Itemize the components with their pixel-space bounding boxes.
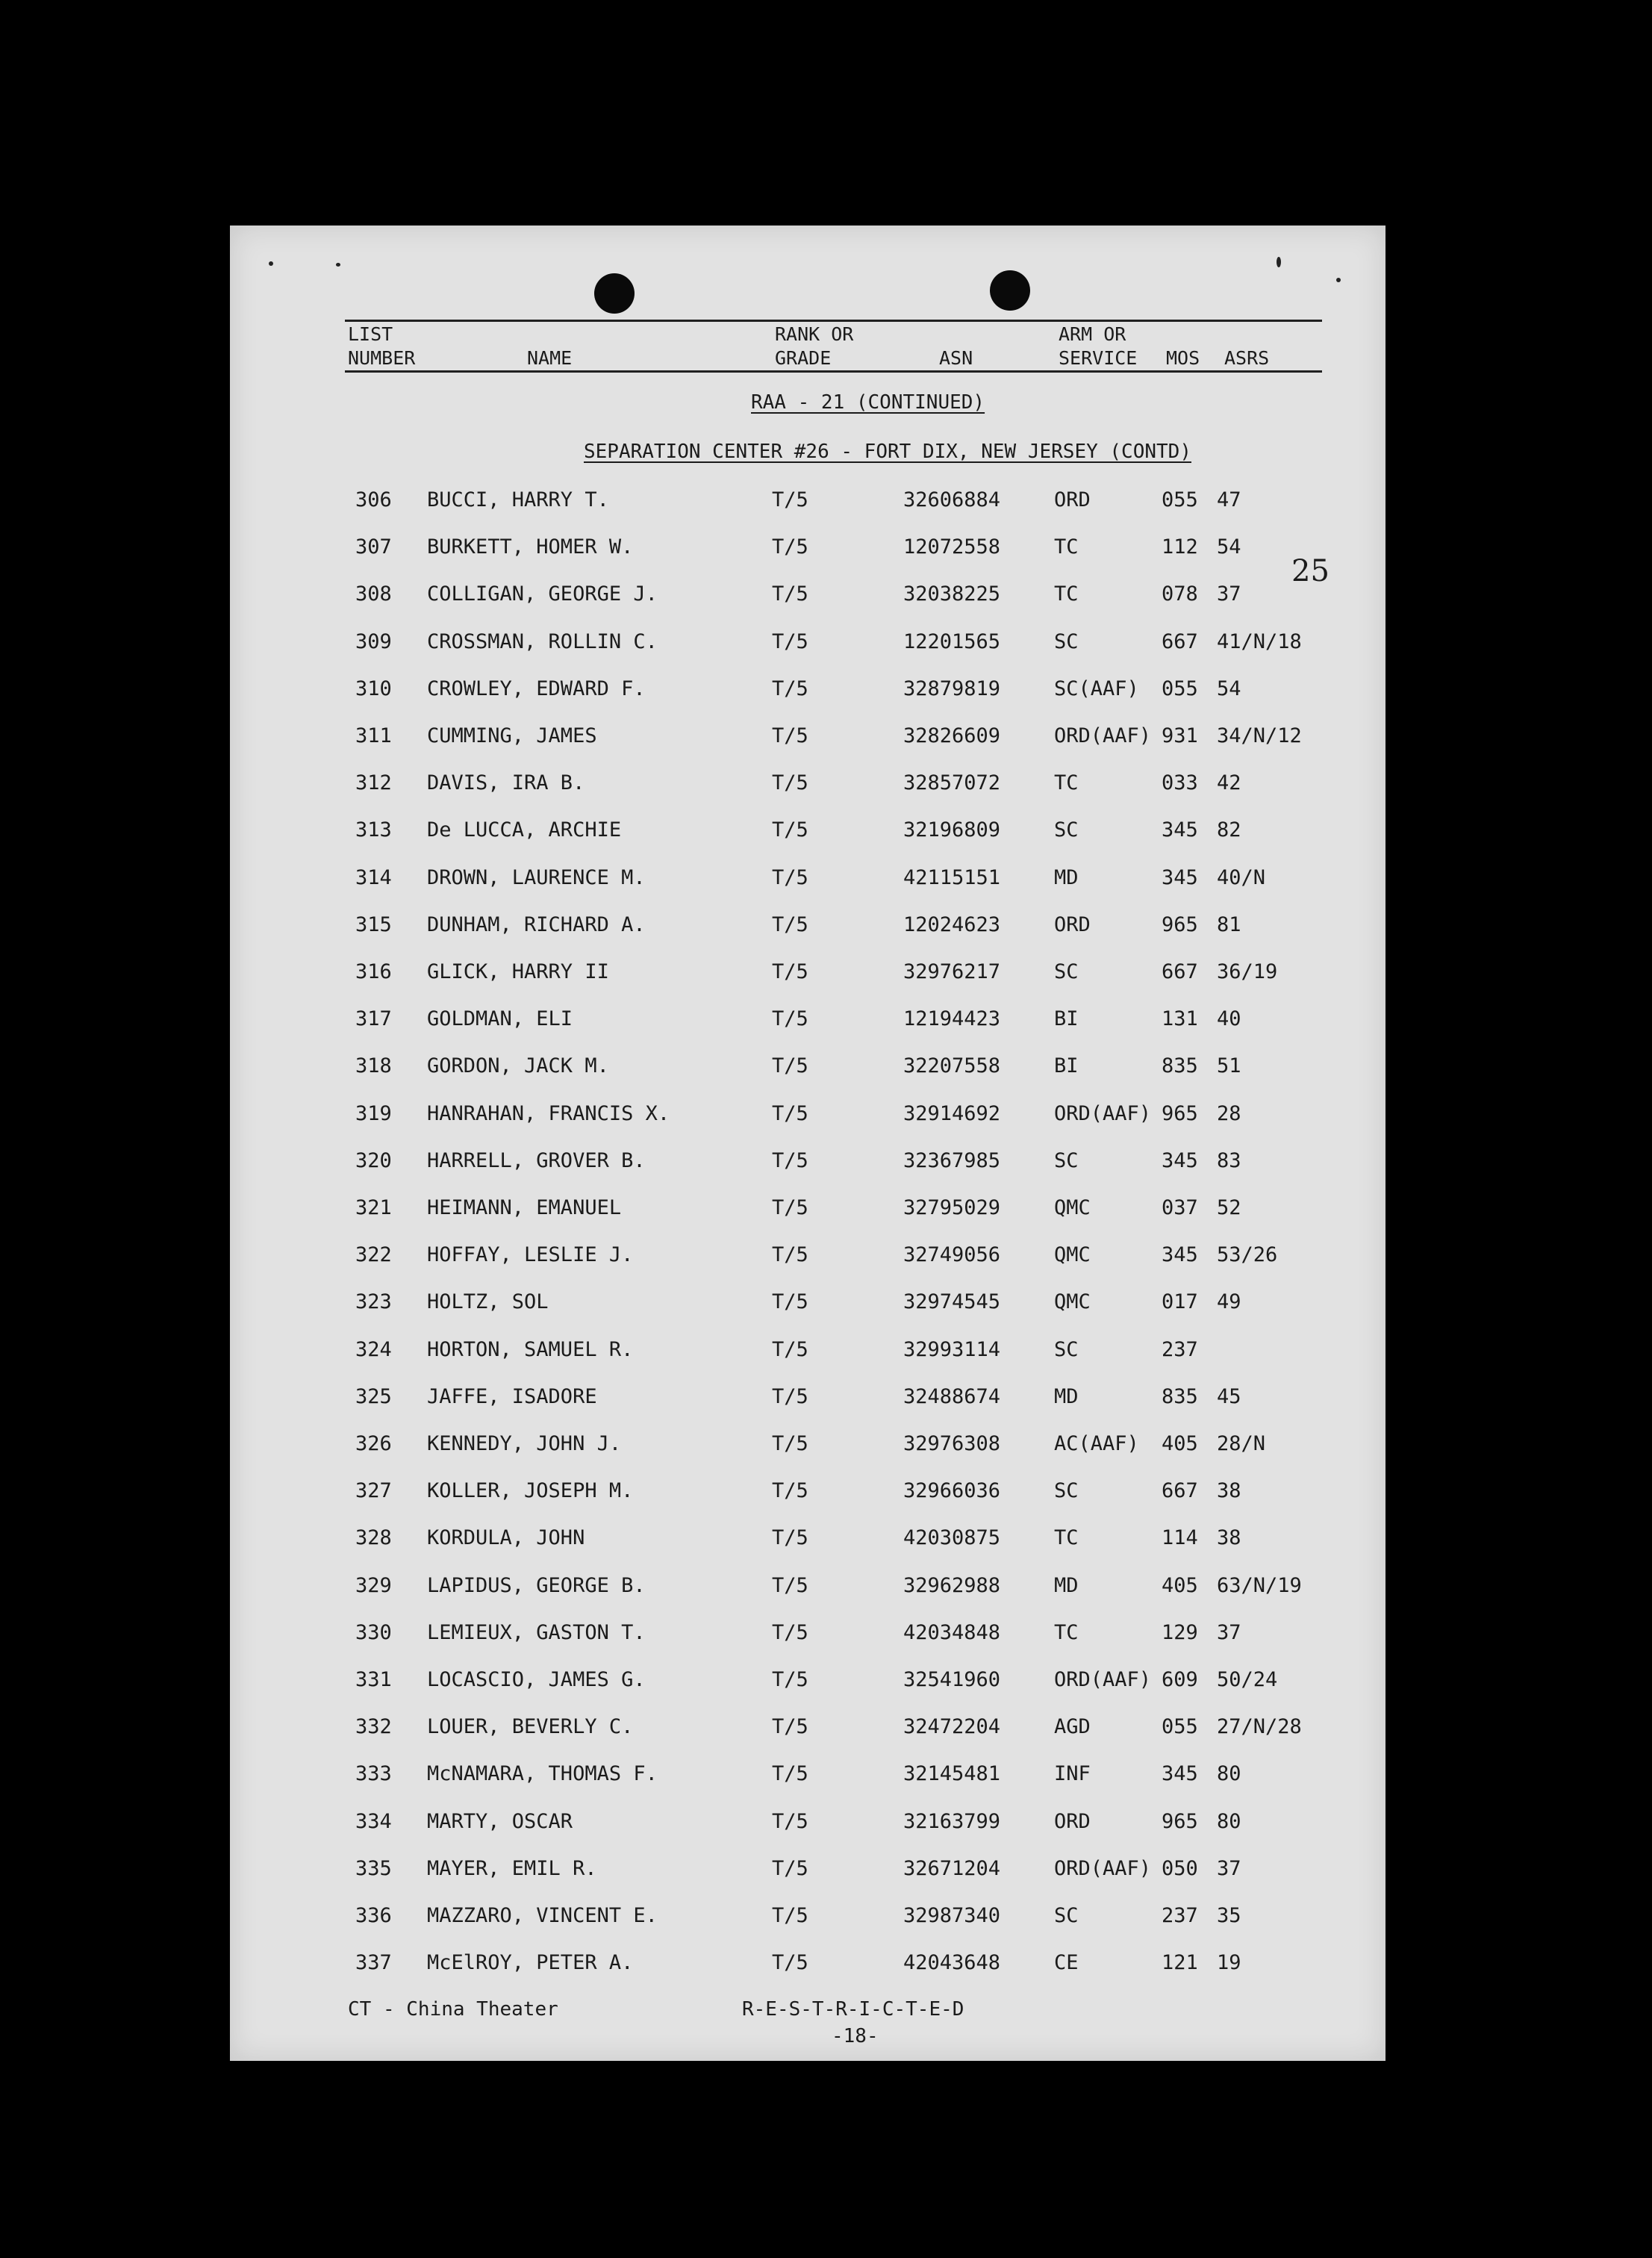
cell-name: LOUER, BEVERLY C. [427,1715,634,1739]
cell-mos: 345 [1162,1762,1198,1786]
cell-rank: T/5 [772,582,808,606]
cell-asn: 32488674 [903,1384,1001,1408]
table-row [230,1810,1386,1840]
cell-rank: T/5 [772,1573,808,1597]
cell-asrs: 37 [1217,1856,1241,1880]
cell-mos: 050 [1162,1856,1198,1880]
cell-mos: 965 [1162,1101,1198,1125]
cell-arm: AGD [1054,1715,1091,1739]
cell-mos: 114 [1162,1526,1198,1550]
cell-rank: T/5 [772,912,808,936]
cell-asn: 32974545 [903,1290,1001,1314]
cell-asrs: 51 [1217,1054,1241,1078]
cell-name: CROWLEY, EDWARD F. [427,677,646,700]
cell-rank: T/5 [772,535,808,559]
cell-asrs: 83 [1217,1148,1241,1172]
cell-num: 313 [355,818,392,842]
cell-num: 310 [355,677,392,700]
cell-name: KORDULA, JOHN [427,1526,585,1550]
cell-arm: ORD(AAF) [1054,724,1152,747]
cell-num: 331 [355,1668,392,1691]
table-row [230,1904,1386,1934]
cell-asn: 32606884 [903,488,1001,511]
table-row [230,488,1386,518]
cell-asn: 42030875 [903,1526,1001,1550]
cell-name: HOFFAY, LESLIE J. [427,1243,634,1267]
cell-mos: 017 [1162,1290,1198,1314]
cell-asrs: 34/N/12 [1217,724,1302,747]
cell-num: 319 [355,1101,392,1125]
cell-num: 318 [355,1054,392,1078]
cell-num: 333 [355,1762,392,1786]
cell-num: 316 [355,960,392,983]
cell-num: 330 [355,1620,392,1644]
cell-name: HORTON, SAMUEL R. [427,1337,634,1361]
cell-rank: T/5 [772,1243,808,1267]
cell-asn: 32367985 [903,1148,1001,1172]
cell-rank: T/5 [772,488,808,511]
cell-asn: 32671204 [903,1856,1001,1880]
cell-asn: 32962988 [903,1573,1001,1597]
cell-num: 320 [355,1148,392,1172]
cell-num: 322 [355,1243,392,1267]
table-row [230,1290,1386,1320]
cell-asn: 32857072 [903,771,1001,795]
speck [269,261,273,266]
cell-asn: 32541960 [903,1668,1001,1691]
cell-mos: 345 [1162,865,1198,889]
cell-asrs: 49 [1217,1290,1241,1314]
cell-name: MAYER, EMIL R. [427,1856,597,1880]
speck [1277,257,1281,267]
cell-asrs: 28/N [1217,1432,1266,1455]
cell-mos: 033 [1162,771,1198,795]
cell-asn: 32145481 [903,1762,1001,1786]
table-row [230,677,1386,707]
cell-num: 335 [355,1856,392,1880]
table-row [230,1385,1386,1415]
cell-asn: 32914692 [903,1101,1001,1125]
cell-name: JAFFE, ISADORE [427,1384,597,1408]
cell-asrs: 38 [1217,1479,1241,1503]
cell-asrs: 37 [1217,582,1241,606]
cell-mos: 965 [1162,1809,1198,1833]
cell-arm: CE [1054,1951,1079,1975]
cell-asrs: 28 [1217,1101,1241,1125]
cell-name: HARRELL, GROVER B. [427,1148,646,1172]
table-row [230,1526,1386,1556]
footer-note: CT - China Theater [348,1998,558,2021]
cell-name: COLLIGAN, GEORGE J. [427,582,658,606]
table-row [230,582,1386,612]
cell-num: 327 [355,1479,392,1503]
cell-asrs: 80 [1217,1809,1241,1833]
cell-rank: T/5 [772,1196,808,1219]
cell-rank: T/5 [772,1809,808,1833]
cell-num: 334 [355,1809,392,1833]
table-row [230,1857,1386,1887]
speck [1336,278,1341,282]
cell-num: 324 [355,1337,392,1361]
list-subtitle: SEPARATION CENTER #26 - FORT DIX, NEW JERSEY (CONTD) [584,441,1191,463]
cell-name: HEIMANN, EMANUEL [427,1196,622,1219]
table-row [230,1479,1386,1509]
header-name: NAME [527,347,573,369]
header-mos: MOS [1166,347,1200,369]
table-row [230,1149,1386,1179]
table-row [230,1054,1386,1084]
margin-page-number: 25 [1291,554,1330,588]
cell-name: De LUCCA, ARCHIE [427,818,622,842]
cell-mos: 078 [1162,582,1198,606]
cell-asrs: 63/N/19 [1217,1573,1302,1597]
cell-mos: 112 [1162,535,1198,559]
cell-asn: 32749056 [903,1243,1001,1267]
cell-name: CUMMING, JAMES [427,724,597,747]
cell-asrs: 40 [1217,1007,1241,1031]
cell-mos: 609 [1162,1668,1198,1691]
header-asn: ASN [939,347,973,369]
cell-asn: 32879819 [903,677,1001,700]
cell-mos: 121 [1162,1951,1198,1975]
cell-asrs: 40/N [1217,865,1266,889]
cell-mos: 405 [1162,1573,1198,1597]
cell-num: 325 [355,1384,392,1408]
cell-asn: 32163799 [903,1809,1001,1833]
cell-asrs: 35 [1217,1904,1241,1927]
cell-rank: T/5 [772,1337,808,1361]
cell-rank: T/5 [772,1101,808,1125]
cell-rank: T/5 [772,1856,808,1880]
cell-rank: T/5 [772,1148,808,1172]
cell-num: 321 [355,1196,392,1219]
cell-rank: T/5 [772,724,808,747]
cell-arm: ORD [1054,1809,1091,1833]
list-title: RAA - 21 (CONTINUED) [751,391,985,414]
cell-rank: T/5 [772,1384,808,1408]
cell-rank: T/5 [772,1054,808,1078]
cell-name: LAPIDUS, GEORGE B. [427,1573,646,1597]
table-row [230,818,1386,848]
table-row [230,1007,1386,1037]
header-bottom-rule [345,370,1322,373]
cell-asrs: 47 [1217,488,1241,511]
cell-name: DAVIS, IRA B. [427,771,585,795]
cell-name: HOLTZ, SOL [427,1290,549,1314]
cell-mos: 131 [1162,1007,1198,1031]
cell-rank: T/5 [772,818,808,842]
table-row [230,1621,1386,1651]
cell-asrs: 45 [1217,1384,1241,1408]
cell-asn: 32966036 [903,1479,1001,1503]
cell-name: MARTY, OSCAR [427,1809,573,1833]
table-row [230,1668,1386,1698]
cell-num: 317 [355,1007,392,1031]
cell-mos: 345 [1162,818,1198,842]
cell-name: GOLDMAN, ELI [427,1007,573,1031]
cell-num: 332 [355,1715,392,1739]
cell-arm: TC [1054,535,1079,559]
cell-rank: T/5 [772,1951,808,1975]
cell-asrs: 19 [1217,1951,1241,1975]
cell-asrs: 37 [1217,1620,1241,1644]
cell-asrs: 54 [1217,535,1241,559]
cell-rank: T/5 [772,1620,808,1644]
header-rank: RANK OR GRADE [775,323,854,369]
cell-rank: T/5 [772,677,808,700]
cell-arm: MD [1054,1573,1079,1597]
cell-arm: SC(AAF) [1054,677,1139,700]
cell-asrs: 50/24 [1217,1668,1278,1691]
table-row [230,1715,1386,1745]
cell-mos: 835 [1162,1384,1198,1408]
cell-rank: T/5 [772,771,808,795]
cell-rank: T/5 [772,865,808,889]
cell-arm: BI [1054,1007,1079,1031]
footer-page-number: -18- [832,2025,879,2047]
cell-arm: TC [1054,1620,1079,1644]
cell-num: 314 [355,865,392,889]
cell-name: KENNEDY, JOHN J. [427,1432,622,1455]
cell-rank: T/5 [772,1762,808,1786]
cell-name: GORDON, JACK M. [427,1054,609,1078]
cell-mos: 037 [1162,1196,1198,1219]
cell-arm: ORD(AAF) [1054,1856,1152,1880]
cell-asrs: 82 [1217,818,1241,842]
cell-mos: 237 [1162,1904,1198,1927]
cell-asn: 42034848 [903,1620,1001,1644]
cell-asrs: 81 [1217,912,1241,936]
document-page [230,226,1386,2061]
cell-asn: 32976217 [903,960,1001,983]
cell-asn: 32993114 [903,1337,1001,1361]
cell-num: 329 [355,1573,392,1597]
header-top-rule [345,320,1322,322]
cell-name: DROWN, LAURENCE M. [427,865,646,889]
table-row [230,724,1386,754]
footer-restricted: R-E-S-T-R-I-C-T-E-D [742,1998,964,2021]
cell-asn: 32987340 [903,1904,1001,1927]
cell-asn: 32196809 [903,818,1001,842]
table-row [230,960,1386,990]
cell-asn: 42043648 [903,1951,1001,1975]
cell-rank: T/5 [772,629,808,653]
cell-mos: 129 [1162,1620,1198,1644]
table-row [230,1574,1386,1604]
cell-rank: T/5 [772,1715,808,1739]
header-asrs: ASRS [1224,347,1270,369]
cell-mos: 237 [1162,1337,1198,1361]
cell-asn: 32826609 [903,724,1001,747]
cell-rank: T/5 [772,1007,808,1031]
cell-asn: 12194423 [903,1007,1001,1031]
cell-arm: QMC [1054,1290,1091,1314]
cell-asn: 32795029 [903,1196,1001,1219]
cell-asrs: 54 [1217,677,1241,700]
table-row [230,535,1386,565]
cell-rank: T/5 [772,1432,808,1455]
table-row [230,1243,1386,1273]
cell-asn: 42115151 [903,865,1001,889]
speck [336,263,340,267]
header-list-number: LIST NUMBER [348,323,416,369]
cell-arm: SC [1054,818,1079,842]
cell-arm: SC [1054,1337,1079,1361]
cell-asrs: 42 [1217,771,1241,795]
punch-hole-left [594,273,635,314]
cell-arm: QMC [1054,1196,1091,1219]
cell-name: GLICK, HARRY II [427,960,609,983]
cell-name: MAZZARO, VINCENT E. [427,1904,658,1927]
table-row [230,1432,1386,1462]
cell-num: 307 [355,535,392,559]
cell-num: 312 [355,771,392,795]
cell-asrs: 36/19 [1217,960,1278,983]
cell-asn: 32038225 [903,582,1001,606]
cell-asrs: 53/26 [1217,1243,1278,1267]
cell-name: McElROY, PETER A. [427,1951,634,1975]
cell-arm: BI [1054,1054,1079,1078]
cell-num: 336 [355,1904,392,1927]
table-row [230,1951,1386,1981]
cell-rank: T/5 [772,1904,808,1927]
cell-num: 328 [355,1526,392,1550]
cell-mos: 931 [1162,724,1198,747]
table-row [230,866,1386,896]
cell-num: 326 [355,1432,392,1455]
cell-mos: 667 [1162,1479,1198,1503]
cell-asn: 32976308 [903,1432,1001,1455]
table-row [230,913,1386,943]
cell-name: HANRAHAN, FRANCIS X. [427,1101,670,1125]
cell-mos: 055 [1162,1715,1198,1739]
cell-name: LEMIEUX, GASTON T. [427,1620,646,1644]
cell-mos: 835 [1162,1054,1198,1078]
cell-arm: ORD [1054,912,1091,936]
cell-num: 309 [355,629,392,653]
cell-arm: AC(AAF) [1054,1432,1139,1455]
cell-asrs: 38 [1217,1526,1241,1550]
cell-name: DUNHAM, RICHARD A. [427,912,646,936]
cell-num: 311 [355,724,392,747]
table-row [230,630,1386,660]
cell-arm: SC [1054,1479,1079,1503]
table-row [230,1196,1386,1226]
cell-arm: TC [1054,582,1079,606]
cell-arm: ORD(AAF) [1054,1668,1152,1691]
cell-num: 323 [355,1290,392,1314]
cell-mos: 345 [1162,1243,1198,1267]
cell-mos: 055 [1162,677,1198,700]
cell-asn: 32207558 [903,1054,1001,1078]
cell-arm: SC [1054,629,1079,653]
cell-arm: SC [1054,1148,1079,1172]
table-row [230,1338,1386,1368]
cell-asrs: 80 [1217,1762,1241,1786]
cell-name: KOLLER, JOSEPH M. [427,1479,634,1503]
cell-rank: T/5 [772,1668,808,1691]
cell-asn: 12201565 [903,629,1001,653]
table-row [230,771,1386,801]
cell-rank: T/5 [772,960,808,983]
cell-mos: 667 [1162,629,1198,653]
table-row [230,1762,1386,1792]
cell-asrs: 52 [1217,1196,1241,1219]
cell-arm: INF [1054,1762,1091,1786]
cell-num: 315 [355,912,392,936]
cell-arm: MD [1054,865,1079,889]
cell-mos: 965 [1162,912,1198,936]
cell-asn: 12072558 [903,535,1001,559]
cell-arm: QMC [1054,1243,1091,1267]
cell-num: 337 [355,1951,392,1975]
cell-arm: ORD(AAF) [1054,1101,1152,1125]
table-row [230,1102,1386,1132]
cell-mos: 055 [1162,488,1198,511]
cell-name: BURKETT, HOMER W. [427,535,634,559]
cell-arm: MD [1054,1384,1079,1408]
cell-arm: SC [1054,960,1079,983]
cell-rank: T/5 [772,1479,808,1503]
cell-arm: ORD [1054,488,1091,511]
cell-name: BUCCI, HARRY T. [427,488,609,511]
cell-rank: T/5 [772,1526,808,1550]
cell-arm: SC [1054,1904,1079,1927]
cell-asrs: 27/N/28 [1217,1715,1302,1739]
header-arm: ARM OR SERVICE [1059,323,1138,369]
cell-mos: 405 [1162,1432,1198,1455]
cell-mos: 667 [1162,960,1198,983]
cell-asn: 32472204 [903,1715,1001,1739]
cell-name: McNAMARA, THOMAS F. [427,1762,658,1786]
cell-num: 308 [355,582,392,606]
cell-arm: TC [1054,771,1079,795]
cell-asrs: 41/N/18 [1217,629,1302,653]
cell-num: 306 [355,488,392,511]
cell-mos: 345 [1162,1148,1198,1172]
cell-rank: T/5 [772,1290,808,1314]
punch-hole-right [990,270,1030,311]
cell-name: LOCASCIO, JAMES G. [427,1668,646,1691]
cell-asn: 12024623 [903,912,1001,936]
cell-name: CROSSMAN, ROLLIN C. [427,629,658,653]
cell-arm: TC [1054,1526,1079,1550]
